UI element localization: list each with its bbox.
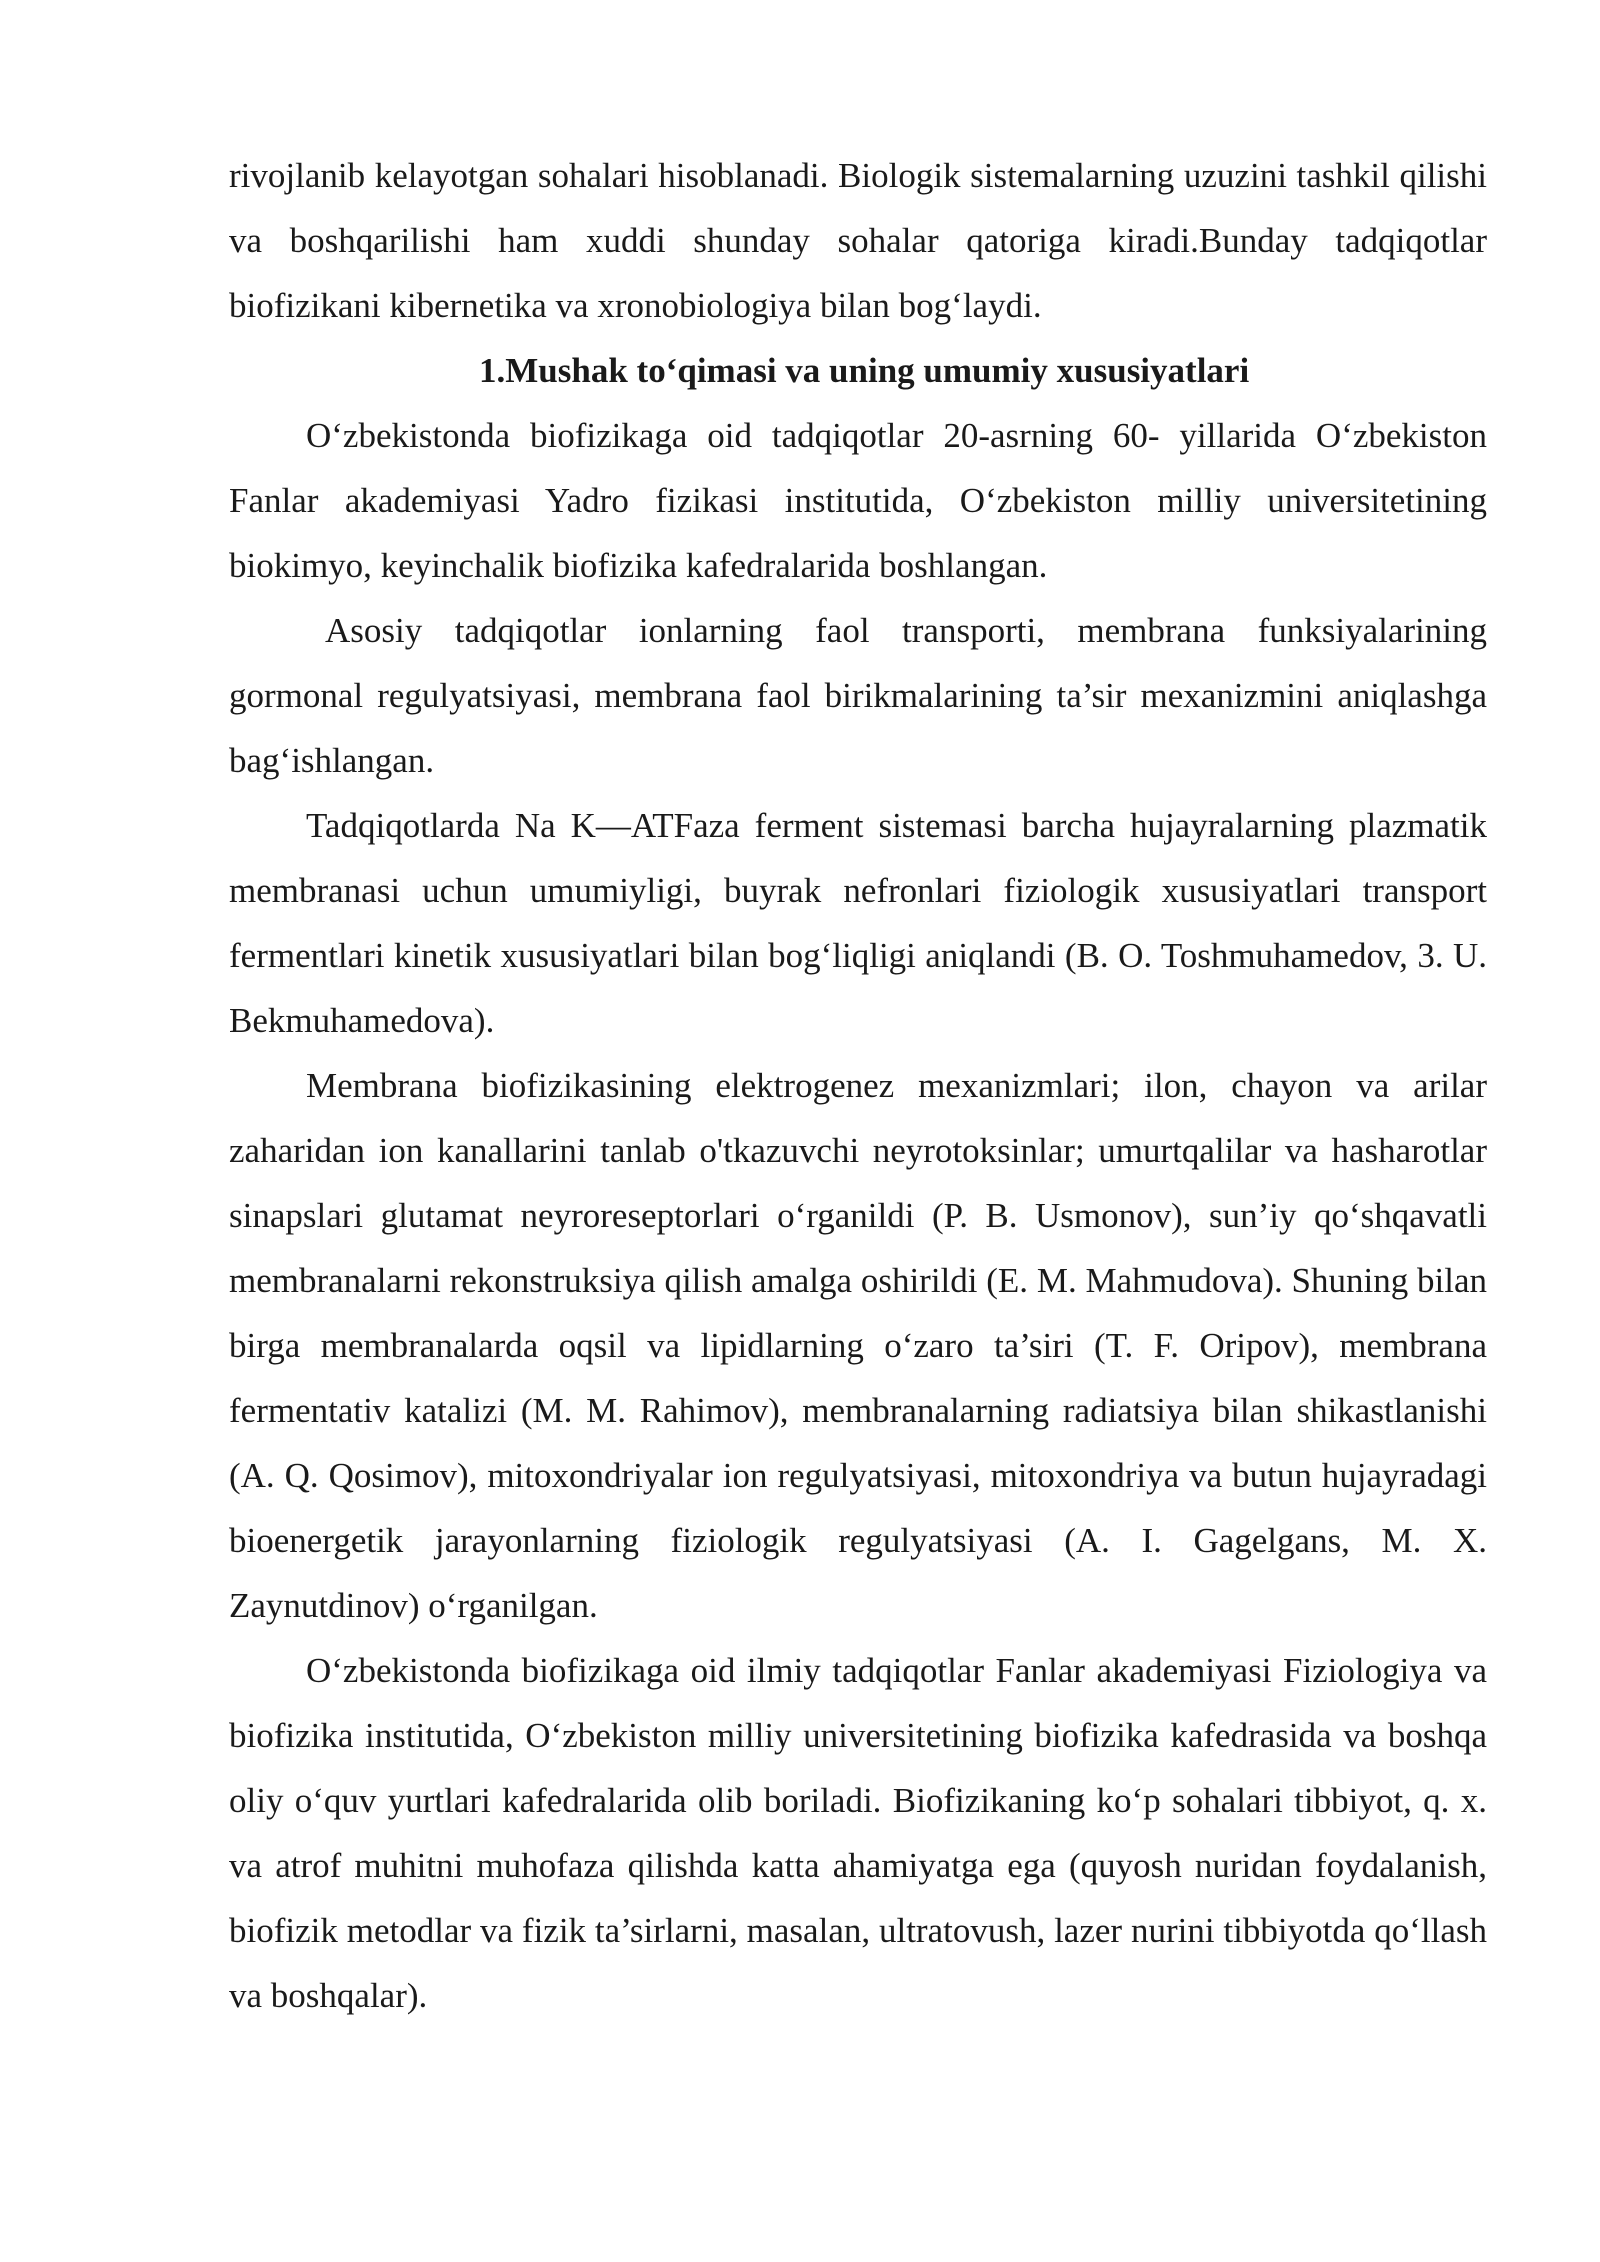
section-heading: 1.Mushak to‘qimasi va uning umumiy xususiyatlari [479,351,1250,390]
paragraph-intro-continuation: rivojlanib kelayotgan sohalari hisoblanadi. Biologik sistemalarning uzuzini tashkil qilishi va boshqarilishi ham xuddi shunday sohalar qatoriga kiradi.Bunday tadqiqotlar biofizikani kibernetika va xronobiologiya bilan bog‘laydi. [229,156,1487,325]
paragraph-main-research: Asosiy tadqiqotlar ionlarning faol transporti, membrana funksiyalarining gormonal regulyatsiyasi, membrana faol birikmalarining ta’sir mexanizmini aniqlashga bag‘ishlangan. [229,611,1487,780]
paragraph-current-research: O‘zbekistonda biofizikaga oid ilmiy tadqiqotlar Fanlar akademiyasi Fiziologiya va biofizika institutida, O‘zbekiston milliy universitetining biofizika kafedrasida va boshqa oliy o‘quv yurtlari kafedralarida olib boriladi. Biofizikaning ko‘p sohalari tibbiyot, q. x. va atrof muhitni muhofaza qilishda katta ahamiyatga ega (quyosh nuridan foydalanish, biofizik metodlar va fizik ta’sirlarni, masalan, ultratovush, lazer nurini tibbiyotda qo‘llash va boshqalar). [229,1651,1487,2015]
paragraph-history: O‘zbekistonda biofizikaga oid tadqiqotlar 20-asrning 60- yillarida O‘zbekiston Fanlar akademiyasi Yadro fizikasi institutida, O‘zbekiston milliy universitetining biokimyo, keyinchalik biofizika kafedralarida boshlangan. [229,416,1487,585]
paragraph-atpase-research: Tadqiqotlarda Na K—ATFaza ferment sistemasi barcha hujayralarning plazmatik membranasi uchun umumiyligi, buyrak nefronlari fiziologik xususiyatlari transport fermentlari kinetik xususiyatlari bilan bog‘liqligi aniqlandi (B. O. Toshmuhamedov, 3. U. Bekmuhamedova). [229,806,1487,1040]
paragraph-membrane-biophysics: Membrana biofizikasining elektrogenez mexanizmlari; ilon, chayon va arilar zaharidan ion kanallarini tanlab o'tkazuvchi neyrotoksinlar; umurtqalilar va hasharotlar sinapslari glutamat neyroreseptorlari o‘rganildi (P. B. Usmonov), sun’iy qo‘shqavatli membranalarni rekonstruksiya qilish amalga oshirildi (E. M. Mahmudova). Shuning bilan birga membranalarda oqsil va lipidlarning o‘zaro ta’siri (T. F. Oripov), membrana fermentativ katalizi (M. M. Rahimov), membranalarning radiatsiya bilan shikastlanishi (A. Q. Qosimov), mitoxondriyalar ion regulyatsiyasi, mitoxondriya va butun hujayradagi bioenergetik jarayonlarning fiziologik regulyatsiyasi (A. I. Gagelgans, M. X. Zaynutdinov) o‘rganilgan. [229,1066,1487,1625]
document-page [229,143,1487,2028]
